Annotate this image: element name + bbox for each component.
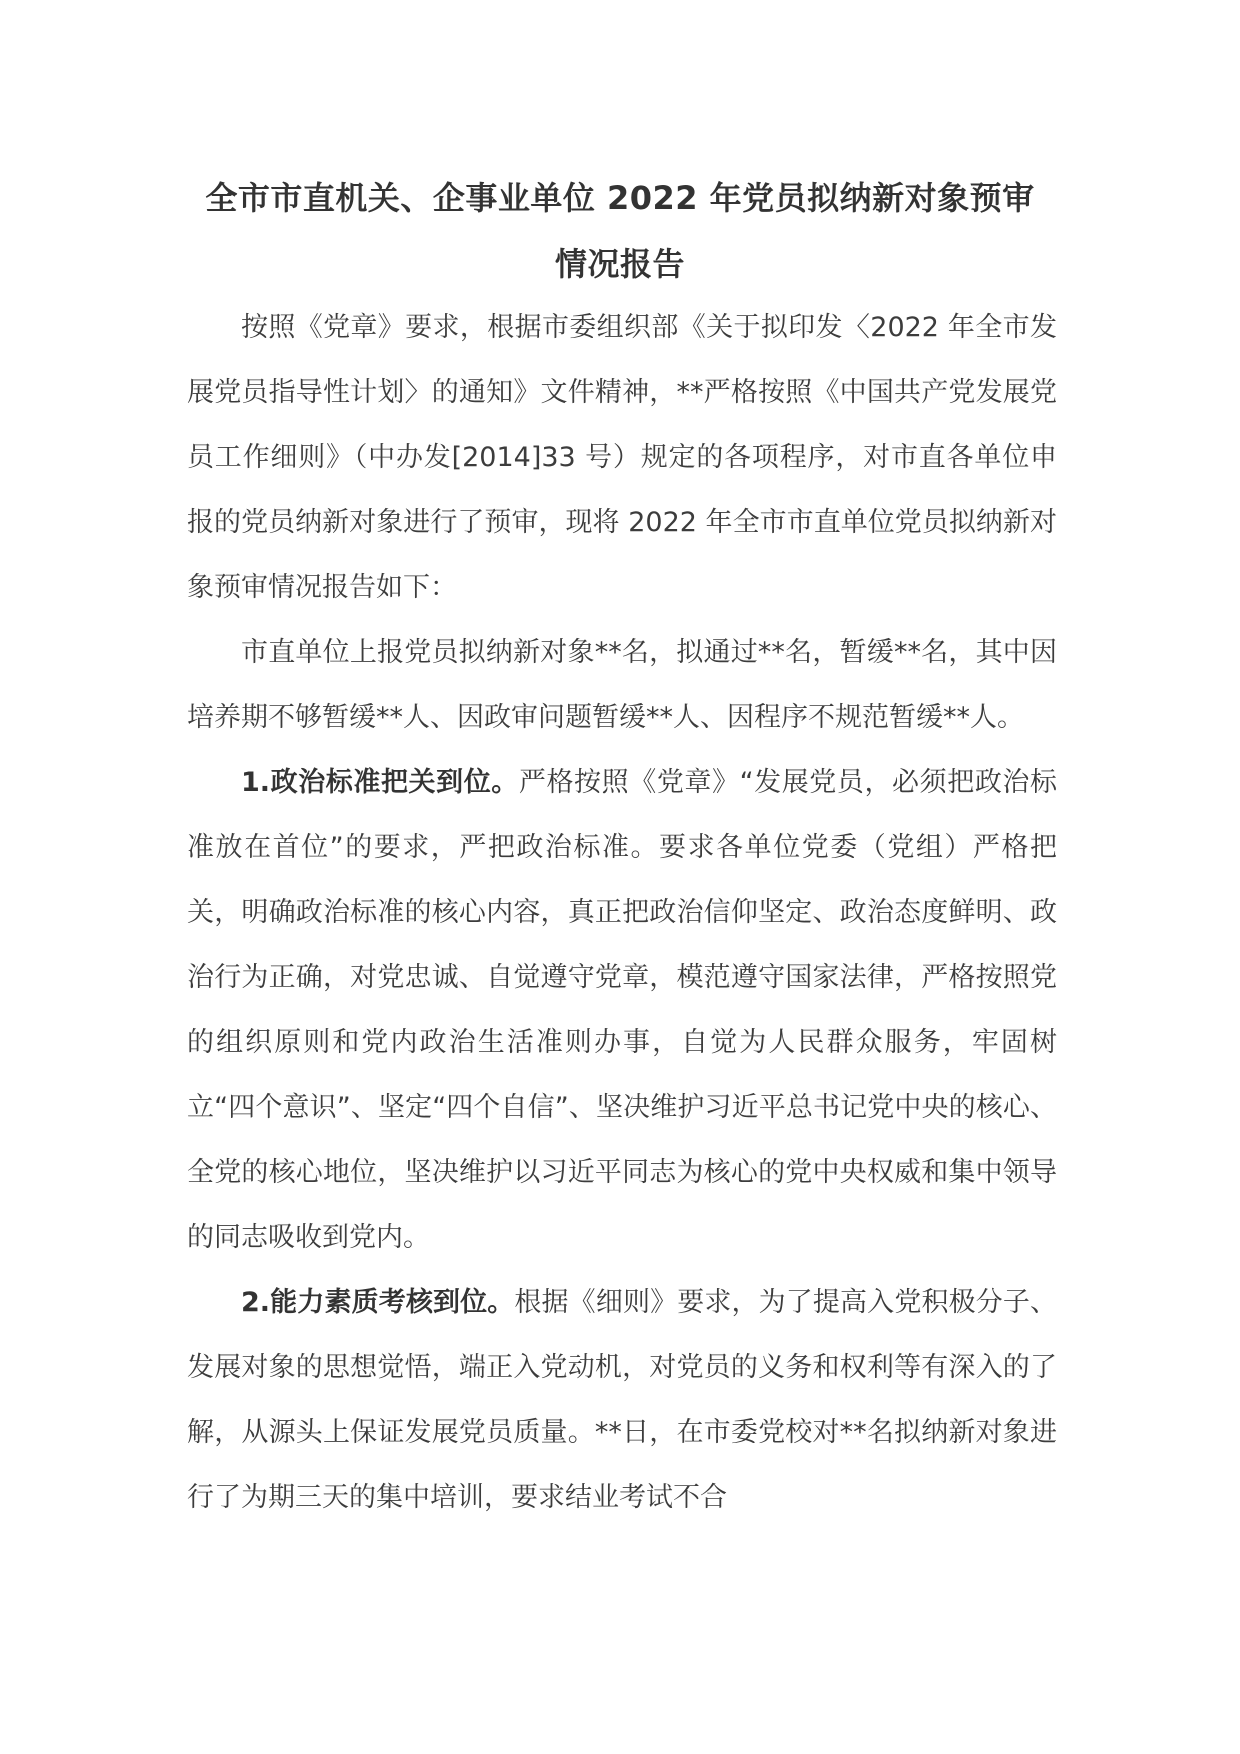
intro-paragraph: 按照《党章》要求，根据市委组织部《关于拟印发〈2022 年全市发展党员指导性计划〉的通知》文件精神，**严格按照《中国共产党发展党员工作细则》（中办发[2014]33 号）规定的各项程序，对市直各单位申报的党员纳新对象进行了预审，现将 2022 年全市市直单位党员拟纳新对象预审情况报告如下：: [187, 312, 1057, 603]
document-title: [180, 165, 1060, 297]
item-2-heading: 2.能力素质考核到位。: [241, 1287, 515, 1318]
item-2-text: 根据《细则》要求，为了提高入党积极分子、发展对象的思想觉悟，端正入党动机，对党员的义务和权利等有深入的了解，从源头上保证发展党员质量。**日，在市委党校对**名拟纳新对象进行了为期三天的集中培训，要求结业考试不合: [187, 1287, 1057, 1513]
item-1-paragraph: [187, 750, 1057, 1270]
document-title-line-1: 全市市直机关、企事业单位 2022 年党员拟纳新对象预审: [205, 179, 1035, 217]
document-title-line-2: 情况报告: [554, 245, 685, 283]
summary-paragraph: 市直单位上报党员拟纳新对象**名，拟通过**名，暂缓**名，其中因培养期不够暂缓**人、因政审问题暂缓**人、因程序不规范暂缓**人。: [187, 637, 1057, 733]
document-body: [187, 295, 1057, 1530]
item-1-heading: 1.政治标准把关到位。: [241, 767, 519, 798]
item-1-text: 严格按照《党章》“发展党员，必须把政治标准放在首位”的要求，严把政治标准。要求各单位党委（党组）严格把关，明确政治标准的核心内容，真正把政治信仰坚定、政治态度鲜明、政治行为正确，对党忠诚、自觉遵守党章，模范遵守国家法律，严格按照党的组织原则和党内政治生活准则办事，自觉为人民群众服务，牢固树立“四个意识”、坚定“四个自信”、坚决维护习近平总书记党中央的核心、全党的核心地位，坚决维护以习近平同志为核心的党中央权威和集中领导的同志吸收到党内。: [187, 767, 1057, 1253]
item-2-paragraph: [187, 1270, 1057, 1530]
